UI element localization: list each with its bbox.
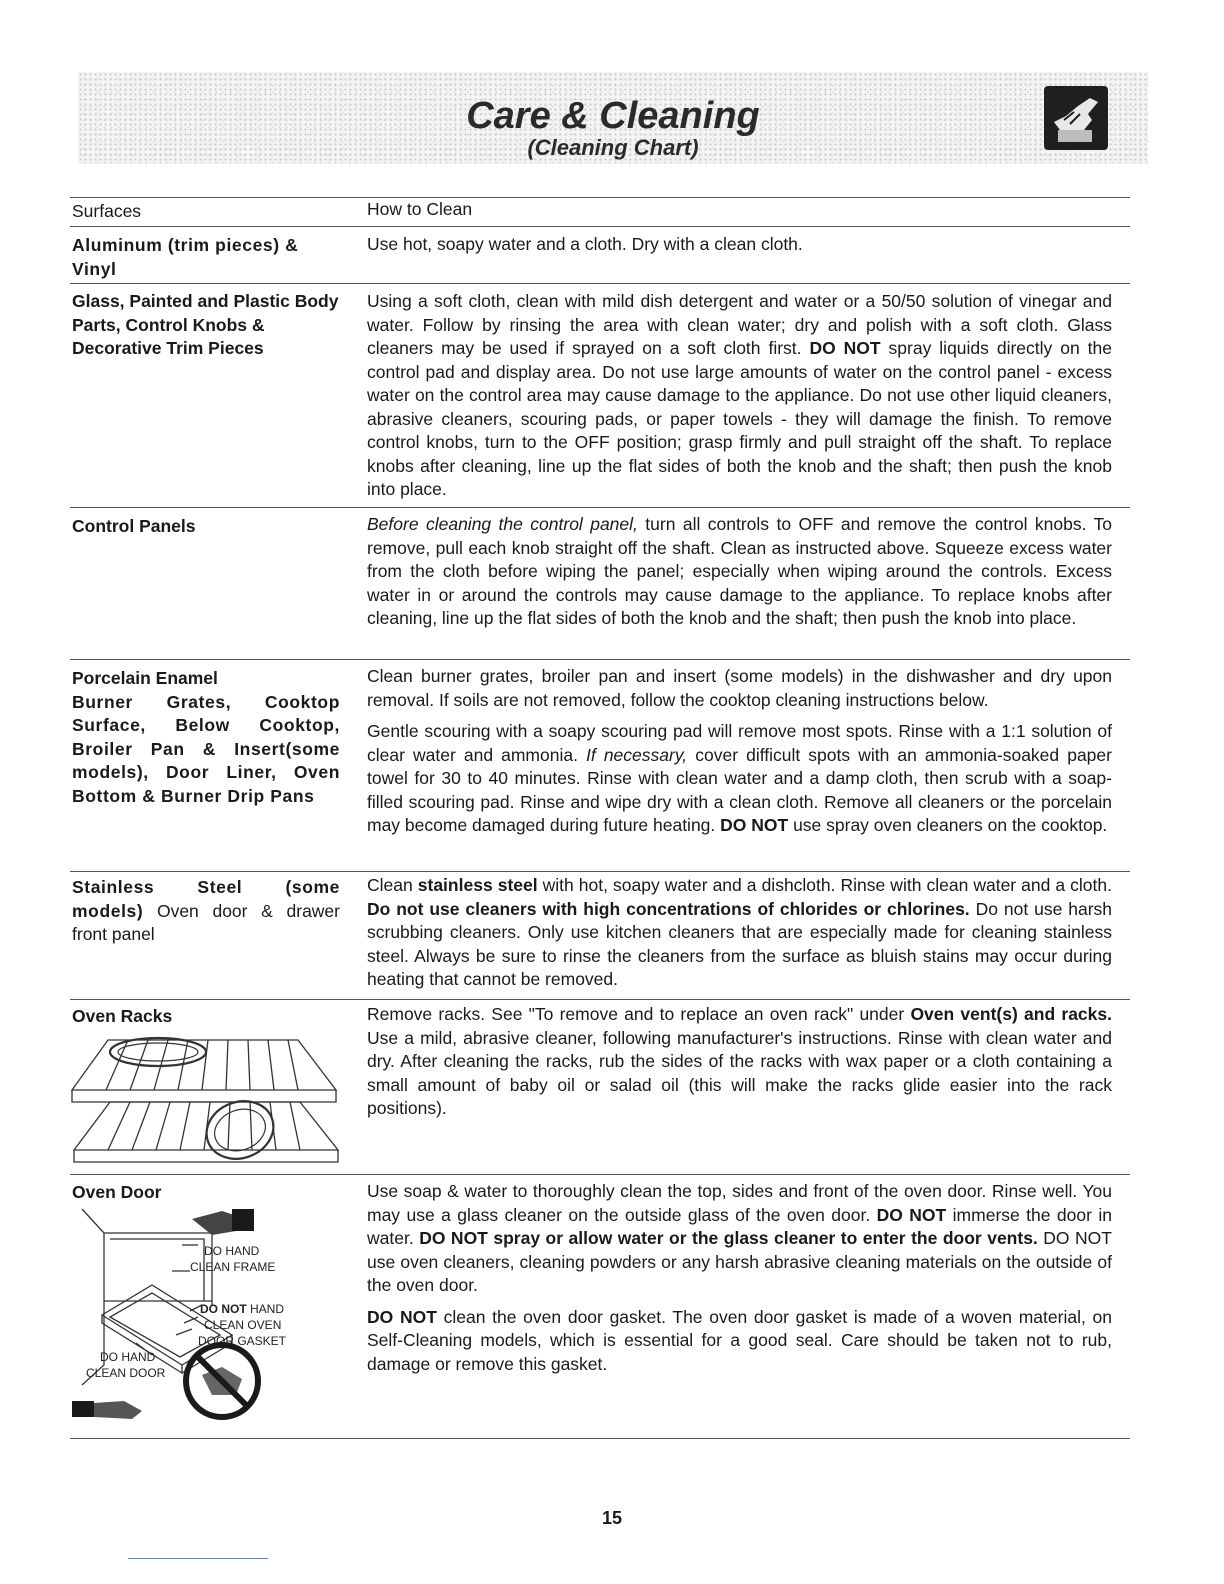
how-bold: stainless steel [417,875,538,895]
row-rule [70,871,1130,872]
page-subtitle: (Cleaning Chart) [527,135,699,160]
figure-label-hand: HAND [246,1302,285,1316]
how-glass-painted-plastic [367,290,1112,502]
page-title: Care & Cleaning [466,95,760,137]
how-text: Remove racks. See "To remove and to replace an oven rack" under [367,1004,911,1024]
table-bottom-rule [70,1438,1130,1439]
how-control-panels [367,513,1112,631]
how-bold: Do not use cleaners with high concentrations of chlorides or chlorines. [367,898,970,919]
surface-oven-door: Oven Door [72,1182,162,1202]
surface-stainless-steel [72,876,340,947]
surface-glass-painted-plastic: Glass, Painted and Plastic Body Parts, Control Knobs & Decorative Trim Pieces [72,291,339,358]
how-text: Do not use harsh scrubbing cleaners. Only use kitchen cleaners that are especially made for cleaning stainless steel. Always be sure to rinse the cleaners from the surface as bluish stains may occur during heating that cannot be removed. [367,898,1113,989]
oven-door-illustration [72,1205,302,1430]
column-header-surfaces: Surfaces [72,201,142,221]
how-aluminum: Use hot, soapy water and a cloth. Dry with a clean cloth. [367,234,803,254]
how-oven-racks [367,1003,1112,1121]
figure-label-do-hand: DO HAND [204,1244,260,1258]
surface-aluminum: Aluminum (trim pieces) & Vinyl [72,235,299,279]
figure-label-door-gasket: DOOR GASKET [198,1334,287,1348]
how-paragraph: Clean burner grates, broiler pan and insert (some models) in the dishwasher and dry upon removal. If soils are not removed, follow the cooktop cleaning instructions below. [367,666,1112,710]
row-rule [70,999,1130,1000]
how-stainless-steel [367,874,1112,992]
figure-label-clean-oven: CLEAN OVEN [204,1318,282,1332]
how-paragraph [367,1180,1112,1298]
hand-cleaning-icon [1044,86,1108,150]
row-rule [70,1174,1130,1175]
oven-racks-illustration [68,1030,342,1170]
how-italic: If necessary, [586,744,688,765]
surface-oven-racks: Oven Racks [72,1006,173,1026]
how-text: spray liquids directly on the control pad and display area. Do not use large amounts of water on the control panel - excess water on the control area may cause damage to the appliance. Do not use other liquid cleaners, abrasive cleaners, scouring pads, or paper towels - they will damage the finish. To remove control knobs, turn to the OFF position; grasp firmly and pull straight off the shaft. To replace knobs after cleaning, line up the flat sides of both the knob and the shaft; then push the knob into place. [367,338,1112,499]
how-porcelain-enamel [367,665,1112,838]
figure-label-do-not-hand [200,1302,284,1316]
how-text: clean the oven door gasket. The oven door gasket is made of a woven material, on Self-Cleaning models, which is essential for a good seal. Care should be taken not to rub, damage or remove this gasket. [367,1306,1112,1374]
how-text: turn all controls to OFF and remove the control knobs. To remove, pull each knob straight off the shaft. Clean as instructed above. Squeeze excess water from the cloth before wiping the panel; especially when wiping around the controls. Excess water in or around the controls may cause damage to the appliance. To replace knobs after cleaning, line up the flat sides of both the knob and the shaft; then push the knob into place. [367,514,1113,628]
warning-do-not: DO NOT [876,1204,947,1225]
how-paragraph [367,1306,1112,1377]
warning-do-not: DO NOT [720,815,789,835]
column-header-how-to-clean: How to Clean [367,199,473,219]
surface-porcelain-heading: Porcelain Enamel [72,668,218,688]
surface-stainless-bold: Stainless Steel (some models) [72,877,340,921]
how-bold: Oven vent(s) and racks. [910,1004,1112,1024]
how-text: Gentle scouring with a soapy scouring pad will remove most spots. Rinse with a 1:1 solution of clear water and ammonia. [367,721,1112,765]
how-text: Use a mild, abrasive cleaner, following manufacturer's instructions. Rinse with clean water and dry. After cleaning the racks, rub the sides of the racks with wax paper or a cloth containing a small amount of baby oil or salad oil (this will make the racks glide easier into the rack positions). [367,1027,1112,1118]
how-bold: DO NOT spray or allow water or the glass cleaner to enter the door vents. [419,1228,1038,1248]
row-rule [70,507,1130,508]
how-text: Clean [367,875,418,895]
how-text: cover difficult spots with an ammonia-soaked paper towel for 30 to 40 minutes. Rinse with clean water and a damp cloth, then scrub with a soap-filled scouring pad. Rinse and wipe dry with a clean cloth. Remove all cleaners or the porcelain may become damaged during future heating. [367,744,1112,835]
surface-control-panels: Control Panels [72,516,196,536]
hand-with-cloth-icon [72,1401,142,1419]
row-rule [70,283,1130,284]
figure-label-clean-door: CLEAN DOOR [86,1366,166,1380]
footer-rule [128,1558,268,1559]
row-rule [70,659,1130,660]
surface-porcelain-items: Burner Grates, Cooktop Surface, Below Cooktop, Broiler Pan & Insert(some models), Door Liner, Oven Bottom & Burner Drip Pans [72,691,340,806]
how-text: immerse the door in water. [367,1204,1112,1248]
figure-label-clean-frame: CLEAN FRAME [190,1260,276,1274]
how-text: Using a soft cloth, clean with mild dish detergent and water or a 50/50 solution of vinegar and water. Follow by rinsing the area with clean water; dry and polish with a soft cloth. Glass cleaners may be used if sprayed on a soft cloth first. [367,291,1112,358]
how-oven-door [367,1180,1112,1376]
how-paragraph [367,720,1112,838]
how-text: use spray oven cleaners on the cooktop. [788,815,1108,835]
surface-porcelain-enamel [72,667,340,808]
how-text: with hot, soapy water and a dishcloth. Rinse with clean water and a cloth. [537,875,1112,895]
warning-do-not: DO NOT [367,1306,437,1327]
how-text: DO NOT use oven cleaners, cleaning powders or any harsh abrasive cleaning materials on the outside of the oven door. [367,1228,1112,1295]
header-banner [78,72,1148,164]
figure-label-do-not: DO NOT [200,1302,247,1316]
prohibited-icon [186,1345,258,1417]
header-rule [70,226,1130,227]
page-number: 15 [601,1508,623,1528]
how-text: Use soap & water to thoroughly clean the top, sides and front of the oven door. Rinse well. You may use a glass cleaner on the outside glass of the oven door. [367,1181,1112,1225]
warning-do-not: DO NOT [809,338,881,358]
surface-stainless-detail: Oven door & drawer front panel [72,900,340,944]
how-italic: Before cleaning the control panel, [367,514,638,534]
figure-label-do-hand-2: DO HAND [100,1350,156,1364]
